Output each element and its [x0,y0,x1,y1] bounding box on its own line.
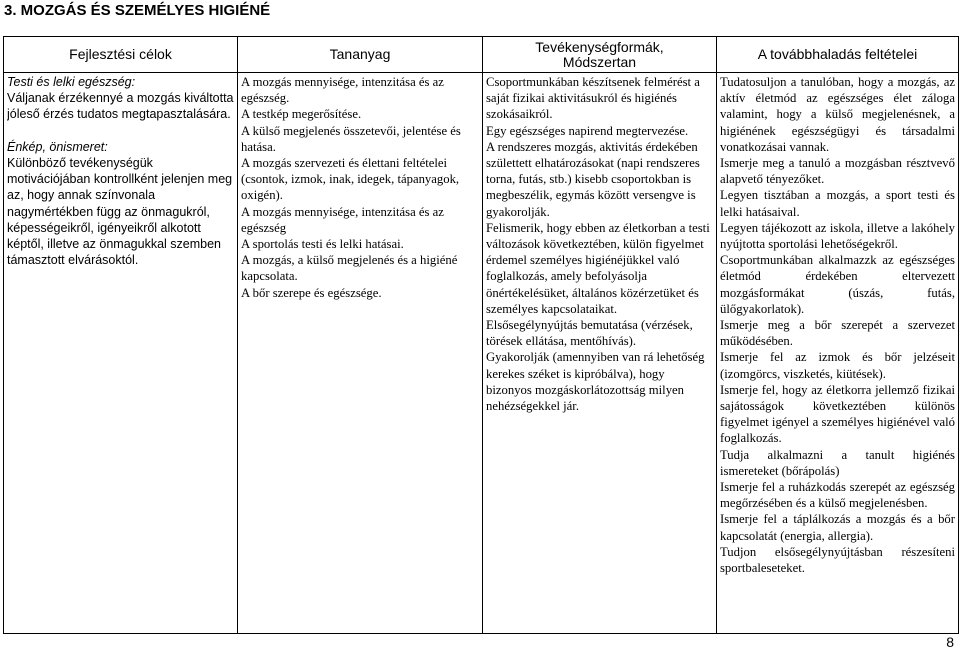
condition-item: Ismerje meg a tanuló a mozgásban résztvevő alapvető tényezőket. [720,156,955,187]
header-development-goals: Fejlesztési célok [4,37,238,73]
condition-item: Ismerje fel az izmok és bőr jelzéseit (izomgörcs, viszketés, kiütések). [720,350,955,381]
curriculum-item: A mozgás mennyisége, intenzitása és az egészség. [241,75,444,106]
header-activities-line1: Tevékenységformák, [535,38,664,55]
header-progress-conditions: A továbbhaladás feltételei [717,37,959,73]
condition-item: Legyen tájékozott az iskola, illetve a lakóhely nyújtotta sportolási lehetőségekről. [720,220,955,252]
curriculum-item: A mozgás, a külső megjelenés és a higiéné kapcsolata. [241,253,458,284]
header-activities-methods [483,37,717,73]
condition-item: Csoportmunkában alkalmazzk az egészséges életmód érdekében eltervezett mozgásformákat (úszás, futás, ülőgyakorlatok). [720,253,955,316]
curriculum-item: A testkép megerősítése. [241,107,362,122]
curriculum-item: A mozgás mennyisége, intenzitása és az egészség [241,204,444,235]
activities-cell [483,73,717,634]
condition-item: Ismerje fel a táplálkozás a mozgás és a bőr kapcsolatát (energia, allergia). [720,512,955,543]
content-row [4,73,959,634]
activity-item: Felismerik, hogy ebben az életkorban a testi változások következtében, külön figyelmet érdemel személyes higiénéjükkel való foglalkozás, amely befolyásolja önértékelésüket, általános közérzetüket és személyes kapcsolataikat. [486,220,710,316]
header-curriculum: Tananyag [238,37,483,73]
curriculum-cell [238,73,483,634]
condition-item: Tudja alkalmazni a tanult higiénés ismereteket (bőrápolás) [720,447,955,478]
condition-item: Ismerje meg a bőr szerepét a szervezet működésében. [720,318,955,349]
page-number: 8 [946,634,954,650]
condition-item: Legyen tisztában a mozgás, a sport testi és lelki hatásaival. [720,188,955,219]
topic-health-title: Testi és lelki egészség: [7,75,136,89]
header-row [4,37,959,73]
activity-item: Csoportmunkában készítsenek felmérést a saját fizikai aktivitásukról és higiénés szokásaikról. [486,75,700,122]
topic-health-text: Váljanak érzékennyé a mozgás kiváltotta jóleső érzés tudatos megtapasztalására. [7,91,234,122]
activity-item: Egy egészséges napirend megtervezése. [486,123,689,138]
curriculum-table [3,36,959,634]
topic-selfimage-text: Különböző tevékenységük motivációjában kontrollként jelenjen meg az, hogy annak színvonala nagymértékben függ az önmagukról, képességeikről, igényeikről alkotott képtől, illetve az önmagukkal szemben támasztott elvárásoktól. [7,156,233,268]
curriculum-item: A bőr szerepe és egészsége. [241,285,382,300]
curriculum-item: A külső megjelenés összetevői, jelentése és hatása. [241,123,461,154]
activity-item: Gyakorolják (amennyiben van rá lehetőség kerekes széket is kipróbálva), hogy bizonyos mozgáskorlátozottság milyen nehézségekkel jár. [486,350,705,414]
topic-selfimage-title: Énkép, önismeret: [7,139,108,154]
activity-item: Elsősegélynyújtás bemutatása (vérzések, törések ellátása, mentőhívás). [486,318,693,349]
condition-item: Ismerje fel, hogy az életkorra jellemző fizikai sajátosságok következtében különös figyelmet igényel a személyes higiénével való foglalkozás. [720,382,955,446]
progress-conditions-cell [717,73,959,634]
development-goals-cell [4,73,238,634]
curriculum-item: A sportolás testi és lelki hatásai. [241,237,404,252]
condition-item: Tudjon elsősegélynyújtásban részesíteni sportbaleseteket. [720,544,955,576]
page-heading: 3. MOZGÁS ÉS SZEMÉLYES HIGIÉNÉ [4,2,271,19]
activity-item: A rendszeres mozgás, aktivitás érdekében születtett elhatározásokat (napi rendszeres torna, futás, stb.) kisebb csoportokban is megbeszélik, egymás között versengve is gyakorolják. [486,139,700,219]
condition-item: Ismerje fel a ruházkodás szerepét az egészség megőrzésében és a külső megjelenésben. [720,480,955,511]
curriculum-item: A mozgás szervezeti és élettani feltételei (csontok, izmok, inak, idegek, tápanyagok, oxigén). [241,156,460,203]
condition-item: Tudatosuljon a tanulóban, hogy a mozgás, az aktív életmód az egészséges élet záloga valamint, hogy a külső megjelenésnek, a higiénének egészségügyi és társadalmi vonatkozásai vannak. [720,75,955,154]
header-activities-line2: Módszertan [562,53,637,70]
